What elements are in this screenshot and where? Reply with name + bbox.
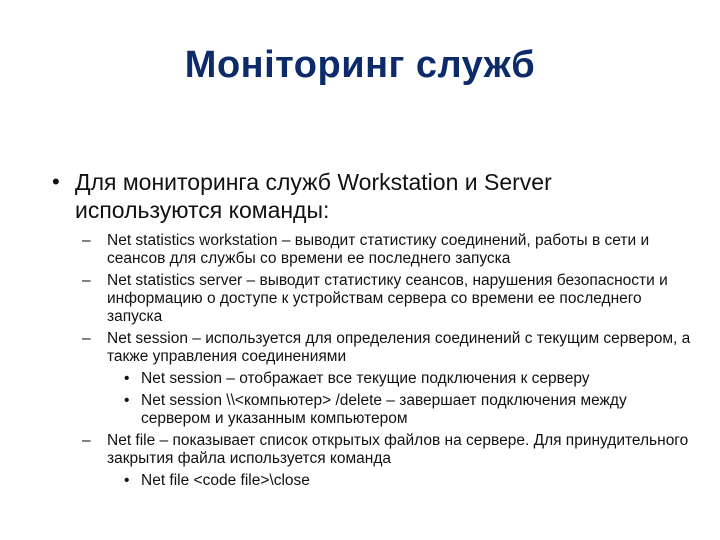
sub-sub-item-net-session-list [52, 370, 692, 388]
sub-item-text: Net session – используется для определения соединений с текущим сервером, а также управления соединениями [107, 330, 691, 365]
dash-icon: – [82, 330, 91, 347]
sub-item-net-file [52, 432, 692, 468]
sub-sub-item-text: Net file <code file>\close [141, 472, 310, 489]
bullet-item-level1 [52, 168, 692, 224]
sub-sub-item-text: Net session – отображает все текущие подключения к серверу [141, 370, 590, 387]
sub-sub-item-net-file-close [52, 472, 692, 490]
sub-item-text: Net file – показывает список открытых файлов на сервере. Для принудительного закрытия файла используется команда [107, 432, 689, 467]
dash-icon: – [82, 272, 91, 289]
sub-item-net-statistics-server [52, 272, 692, 326]
sub-sub-item-text: Net session \\<компьютер> /delete – завершает подключения между сервером и указанным компьютером [141, 392, 627, 427]
sub-item-net-session [52, 330, 692, 366]
dash-icon: – [82, 232, 91, 249]
sub-sub-item-net-session-delete [52, 392, 692, 428]
sub-item-text: Net statistics server – выводит статистику сеансов, нарушения безопасности и информацию о доступе к устройствам сервера со времени ее последнего запуска [107, 272, 668, 325]
slide-content [52, 168, 692, 494]
bullet-text: Для мониторинга служб Workstation и Server используются команды: [75, 169, 552, 223]
slide-title: Моніторинг служб [184, 44, 536, 86]
bullet-icon: • [52, 169, 60, 194]
sub-item-text: Net statistics workstation – выводит статистику соединений, работы в сети и сеансов для службы со времени ее последнего запуска [107, 232, 650, 267]
bullet-icon: • [124, 472, 130, 489]
sub-item-net-statistics-workstation [52, 232, 692, 268]
bullet-icon: • [124, 392, 130, 409]
dash-icon: – [82, 432, 91, 449]
bullet-icon: • [124, 370, 130, 387]
